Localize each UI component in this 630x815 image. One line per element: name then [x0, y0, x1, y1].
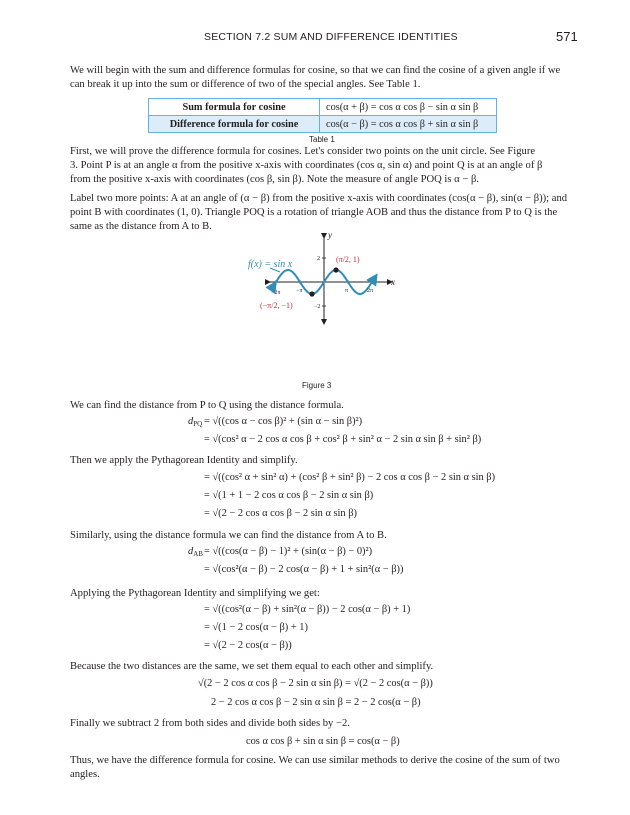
- text-line: We will begin with the sum and difference formulas for cosine, so that we can find the cosine of a given angle if we: [70, 65, 561, 76]
- identity-table: [148, 98, 497, 133]
- applying-paragraph: Applying the Pythagorean Identity and simplifying we get:: [70, 588, 320, 599]
- pythagorean-paragraph: Then we apply the Pythagorean Identity and simplify.: [70, 455, 298, 466]
- x-axis-label: x: [391, 277, 395, 287]
- equation-line: √(2 − 2 cos α cos β − 2 sin α sin β) = √(2 − 2 cos(α − β)): [198, 678, 433, 689]
- finally-paragraph: Finally we subtract 2 from both sides and divide both sides by −2.: [70, 718, 350, 729]
- d-subscript: PQ: [193, 420, 203, 428]
- min-point-label: (−π/2, −1): [260, 301, 293, 310]
- dpq-label: [188, 416, 202, 428]
- equation-line: = √(cos²(α − β) − 2 cos(α − β) + 1 + sin²(α − β)): [204, 564, 404, 575]
- text-line: First, we will prove the difference formula for cosines. Let's consider two points on the unit circle. See Figure: [70, 146, 536, 157]
- conclusion-paragraph: [70, 754, 580, 782]
- max-point-label: (π/2, 1): [336, 255, 360, 264]
- equal-paragraph: Because the two distances are the same, we set them equal to each other and simplify.: [70, 661, 434, 672]
- y-axis-label: y: [328, 230, 332, 240]
- table-caption: Table 1: [309, 135, 335, 144]
- x-tick-label: −π: [296, 288, 303, 294]
- x-tick-label: 2π: [367, 288, 374, 294]
- text-line: angles.: [70, 769, 100, 780]
- equation-line: = √(2 − 2 cos α cos β − 2 sin α sin β): [204, 508, 357, 519]
- distance-ab-paragraph: Similarly, using the distance formula we can find the distance from A to B.: [70, 530, 387, 541]
- intro-paragraph: [70, 64, 580, 92]
- equation-line: = √((cos²(α − β) + sin²(α − β)) − 2 cos(α − β) + 1): [204, 604, 411, 615]
- text-line: 3. Point P is at an angle α from the positive x-axis with coordinates (cos α, sin α) and point Q is at an angle of β: [70, 160, 543, 171]
- equation-line: 2 − 2 cos α cos β − 2 sin α sin β = 2 − 2 cos(α − β): [211, 697, 421, 708]
- table-cell-label: Sum formula for cosine: [149, 99, 320, 116]
- text-line: from the positive x-axis with coordinates (cos β, sin β). Note the measure of angle POQ is α − β.: [70, 174, 479, 185]
- equation-line: = √(1 − 2 cos(α − β) + 1): [204, 622, 308, 633]
- distance-paragraph: We can find the distance from P to Q using the distance formula.: [70, 400, 344, 411]
- equation-line: = √((cos² α + sin² α) + (cos² β + sin² β) − 2 cos α cos β − 2 sin α sin β): [204, 472, 496, 483]
- y-tick-label: −2: [314, 304, 321, 310]
- text-line: same as the distance from A to B.: [70, 221, 212, 232]
- final-equation: cos α cos β + sin α sin β = cos(α − β): [246, 736, 400, 747]
- function-label: f(x) = sin x: [248, 259, 293, 270]
- equation-line: = √(1 + 1 − 2 cos α cos β − 2 sin α sin β): [204, 490, 374, 501]
- y-tick-label: 2: [317, 256, 320, 262]
- dab-label: [188, 546, 203, 558]
- sine-graph: [240, 228, 400, 328]
- text-line: Thus, we have the difference formula for cosine. We can use similar methods to derive the cosine of the sum of two: [70, 755, 560, 766]
- d-symbol: d: [188, 416, 194, 427]
- table-row: [149, 116, 497, 133]
- x-tick-label: π: [345, 288, 349, 294]
- table-cell-label: Difference formula for cosine: [149, 116, 320, 133]
- table-cell-formula: cos(α + β) = cos α cos β − sin α sin β: [320, 99, 497, 116]
- text-line: Label two more points: A at an angle of (α − β) from the positive x-axis with coordinates (cos(α − β), sin(α − β)); and: [70, 193, 568, 204]
- x-tick-label: −2π: [271, 290, 281, 296]
- d-subscript: AB: [193, 550, 203, 558]
- text-line: can break it up into the sum or difference of two of the special angles. See Table 1.: [70, 79, 421, 90]
- equation-line: = √((cos α − cos β)² + (sin α − sin β)²): [204, 416, 363, 427]
- page-number: 571: [556, 29, 578, 44]
- min-point: [309, 291, 314, 296]
- max-point: [333, 267, 338, 272]
- running-header: SECTION 7.2 SUM AND DIFFERENCE IDENTITIES: [204, 31, 458, 43]
- equation-line: = √(2 − 2 cos(α − β)): [204, 640, 292, 651]
- equation-line: = √(cos² α − 2 cos α cos β + cos² β + sin² α − 2 sin α sin β + sin² β): [204, 434, 482, 445]
- d-symbol: d: [188, 546, 194, 557]
- table-row: [149, 99, 497, 116]
- table-cell-formula: cos(α − β) = cos α cos β + sin α sin β: [320, 116, 497, 133]
- text-line: point B with coordinates (1, 0). Triangle POQ is a rotation of triangle AOB and thus the distance from P to Q is the: [70, 207, 558, 218]
- equation-line: = √((cos(α − β) − 1)² + (sin(α − β) − 0)²): [204, 546, 373, 557]
- proof-paragraph: [70, 145, 580, 187]
- figure-caption: Figure 3: [302, 381, 332, 390]
